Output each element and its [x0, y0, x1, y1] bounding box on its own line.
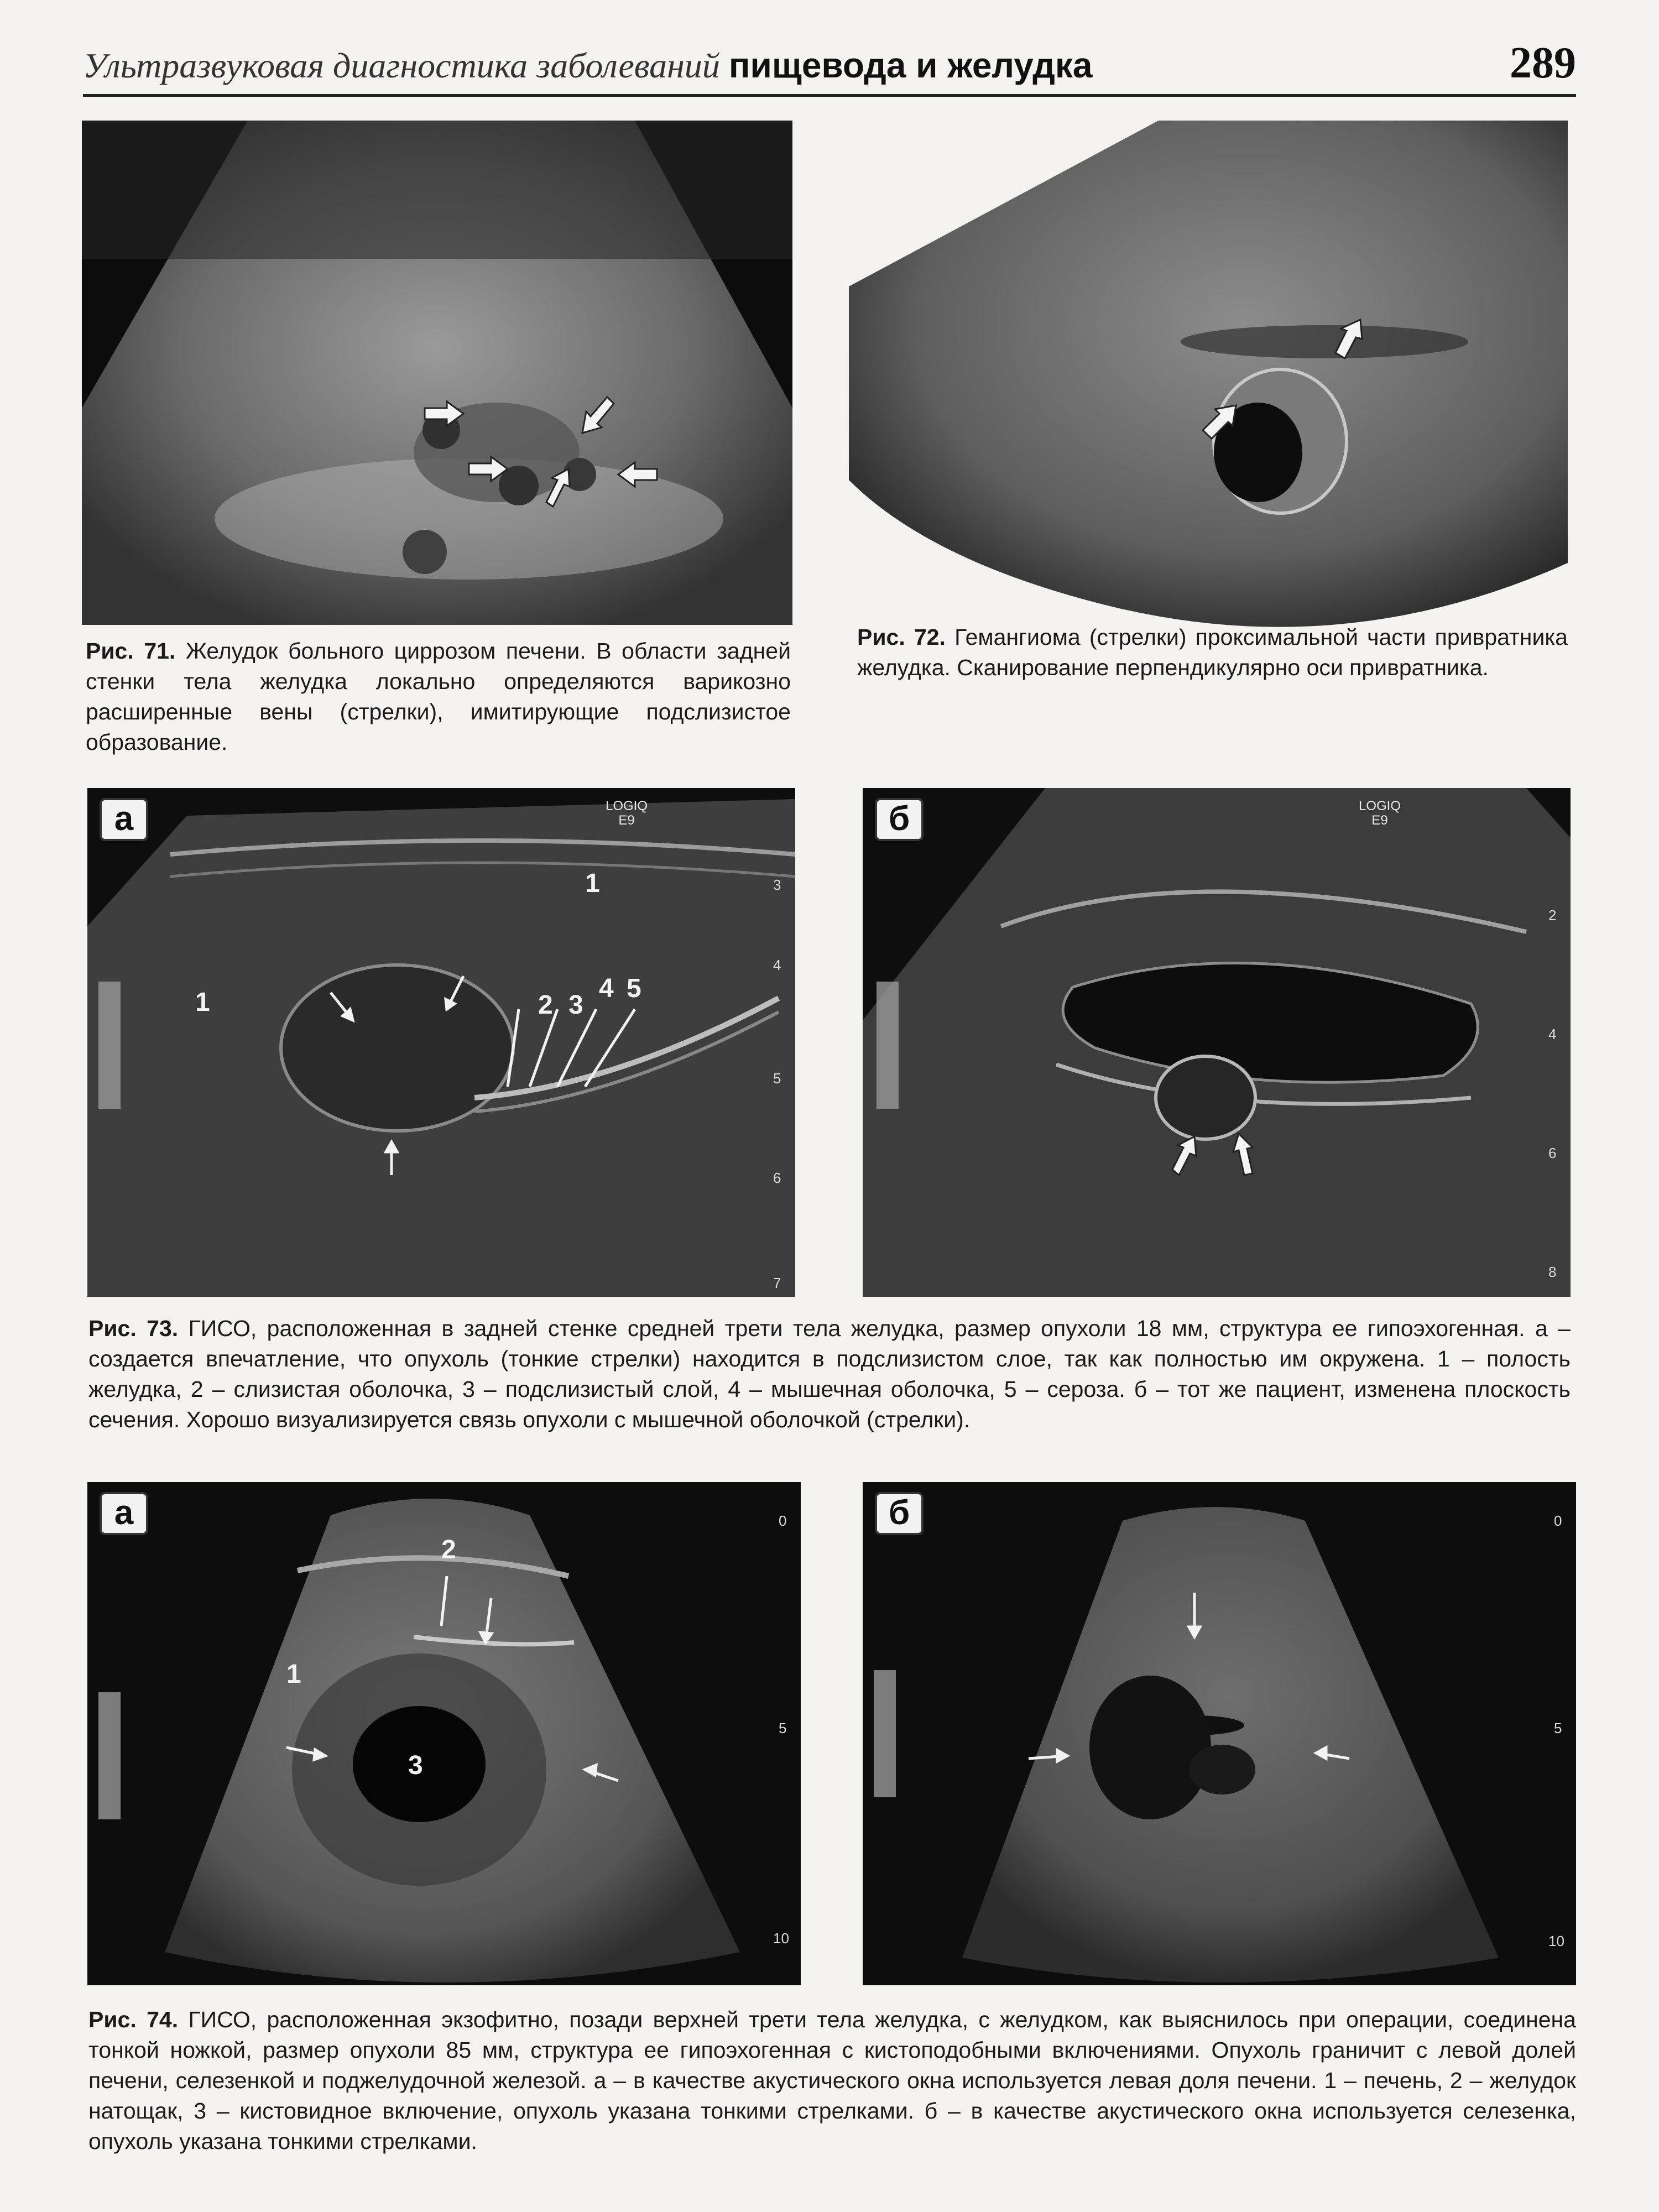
figure-73a-ultrasound — [87, 788, 795, 1297]
depth-scale: 3 — [773, 877, 781, 893]
figure-72-scan — [849, 121, 1568, 629]
depth-scale: 0 — [779, 1512, 787, 1529]
depth-scale: 5 — [773, 1070, 781, 1087]
figure-74b-scan — [863, 1482, 1576, 1985]
depth-scale: 5 — [779, 1720, 787, 1736]
gray-scale-bar — [877, 982, 899, 1109]
depth-scale: 0 — [1554, 1512, 1562, 1529]
panel-letter-a: а — [100, 798, 148, 841]
page-number: 289 — [1510, 39, 1576, 87]
figure-72-ultrasound — [849, 121, 1568, 629]
depth-scale: 7 — [773, 1275, 781, 1291]
figure-73a-scan — [87, 788, 795, 1297]
label-2: 2 — [441, 1535, 456, 1564]
figure-74a-ultrasound — [87, 1482, 801, 1985]
running-header — [83, 33, 1576, 97]
depth-scale: 6 — [1548, 1145, 1557, 1161]
figure-73b-scan — [863, 788, 1571, 1297]
panel-letter-b: б — [875, 1492, 924, 1535]
running-title: Ультразвуковая диагностика заболеваний пищевода и желудка — [83, 45, 1093, 85]
label-3: 3 — [568, 990, 583, 1020]
label-1: 1 — [195, 988, 210, 1017]
gray-scale-bar — [98, 1692, 121, 1819]
label-1: 1 — [585, 869, 600, 898]
machine-label: LOGIQ E9 — [1358, 799, 1401, 828]
figure-74b-ultrasound — [863, 1482, 1576, 1985]
figure-71-scan — [82, 121, 792, 625]
label-5: 5 — [627, 974, 641, 1003]
label-4: 4 — [599, 974, 614, 1003]
panel-letter-b: б — [875, 798, 924, 841]
depth-scale: 4 — [773, 957, 781, 973]
label-3: 3 — [408, 1751, 423, 1780]
machine-label: LOGIQ E9 — [605, 799, 648, 828]
caption-fig-72: Рис. 72. Гемангиома (стрелки) проксимальной части привратника желудка. Сканирование перпендикулярно оси привратника. — [857, 624, 1568, 680]
gray-scale-bar — [874, 1670, 896, 1797]
caption-fig-71: Рис. 71. Желудок больного циррозом печени. В области задней стенки тела желудка локально определяются варикозно расширенные вены (стрелки), имитирующие подслизистое образование. — [86, 638, 791, 755]
label-2: 2 — [538, 990, 553, 1020]
depth-scale: 8 — [1548, 1264, 1557, 1280]
depth-scale: 6 — [773, 1170, 781, 1186]
depth-scale: 2 — [1548, 907, 1557, 924]
figure-71-ultrasound — [82, 121, 792, 625]
depth-scale: 5 — [1554, 1720, 1562, 1736]
panel-letter-a: а — [100, 1492, 148, 1535]
depth-scale: 4 — [1548, 1026, 1557, 1042]
depth-scale: 10 — [773, 1930, 789, 1947]
caption-fig-74: Рис. 74. ГИСО, расположенная экзофитно, позади верхней трети тела желудка, с желудком, как выяснилось при операции, соединена тонкой ножкой, размер опухоли 85 мм, структура ее гипоэхогенная с кистоподобными включениями. Опухоль граничит с левой долей печени, селезенкой и поджелудочной железой. а – в качестве акустического окна используется левая доля печени. 1 – печень, 2 – желудок натощак, 3 – кистовидное включение, опухоль указана тонкими стрелками. б – в качестве акустического окна используется селезенка, опухоль указана тонкими стрелками. — [88, 2007, 1576, 2154]
depth-scale: 10 — [1548, 1933, 1564, 1949]
gray-scale-bar — [98, 982, 121, 1109]
caption-fig-73: Рис. 73. ГИСО, расположенная в задней стенке средней трети тела желудка, размер опухоли 18 мм, структура ее гипоэхогенная. а – создается впечатление, что опухоль (тонкие стрелки) находится в подслизистом слое, так как полностью им окружена. 1 – полость желудка, 2 – слизистая оболочка, 3 – подслизистый слой, 4 – мышечная оболочка, 5 – сероза. б – тот же пациент, изменена плоскость сечения. Хорошо визуализируется связь опухоли с мышечной оболочкой (стрелки). — [88, 1316, 1571, 1432]
figure-73b-ultrasound — [863, 788, 1571, 1297]
label-1: 1 — [286, 1660, 301, 1689]
